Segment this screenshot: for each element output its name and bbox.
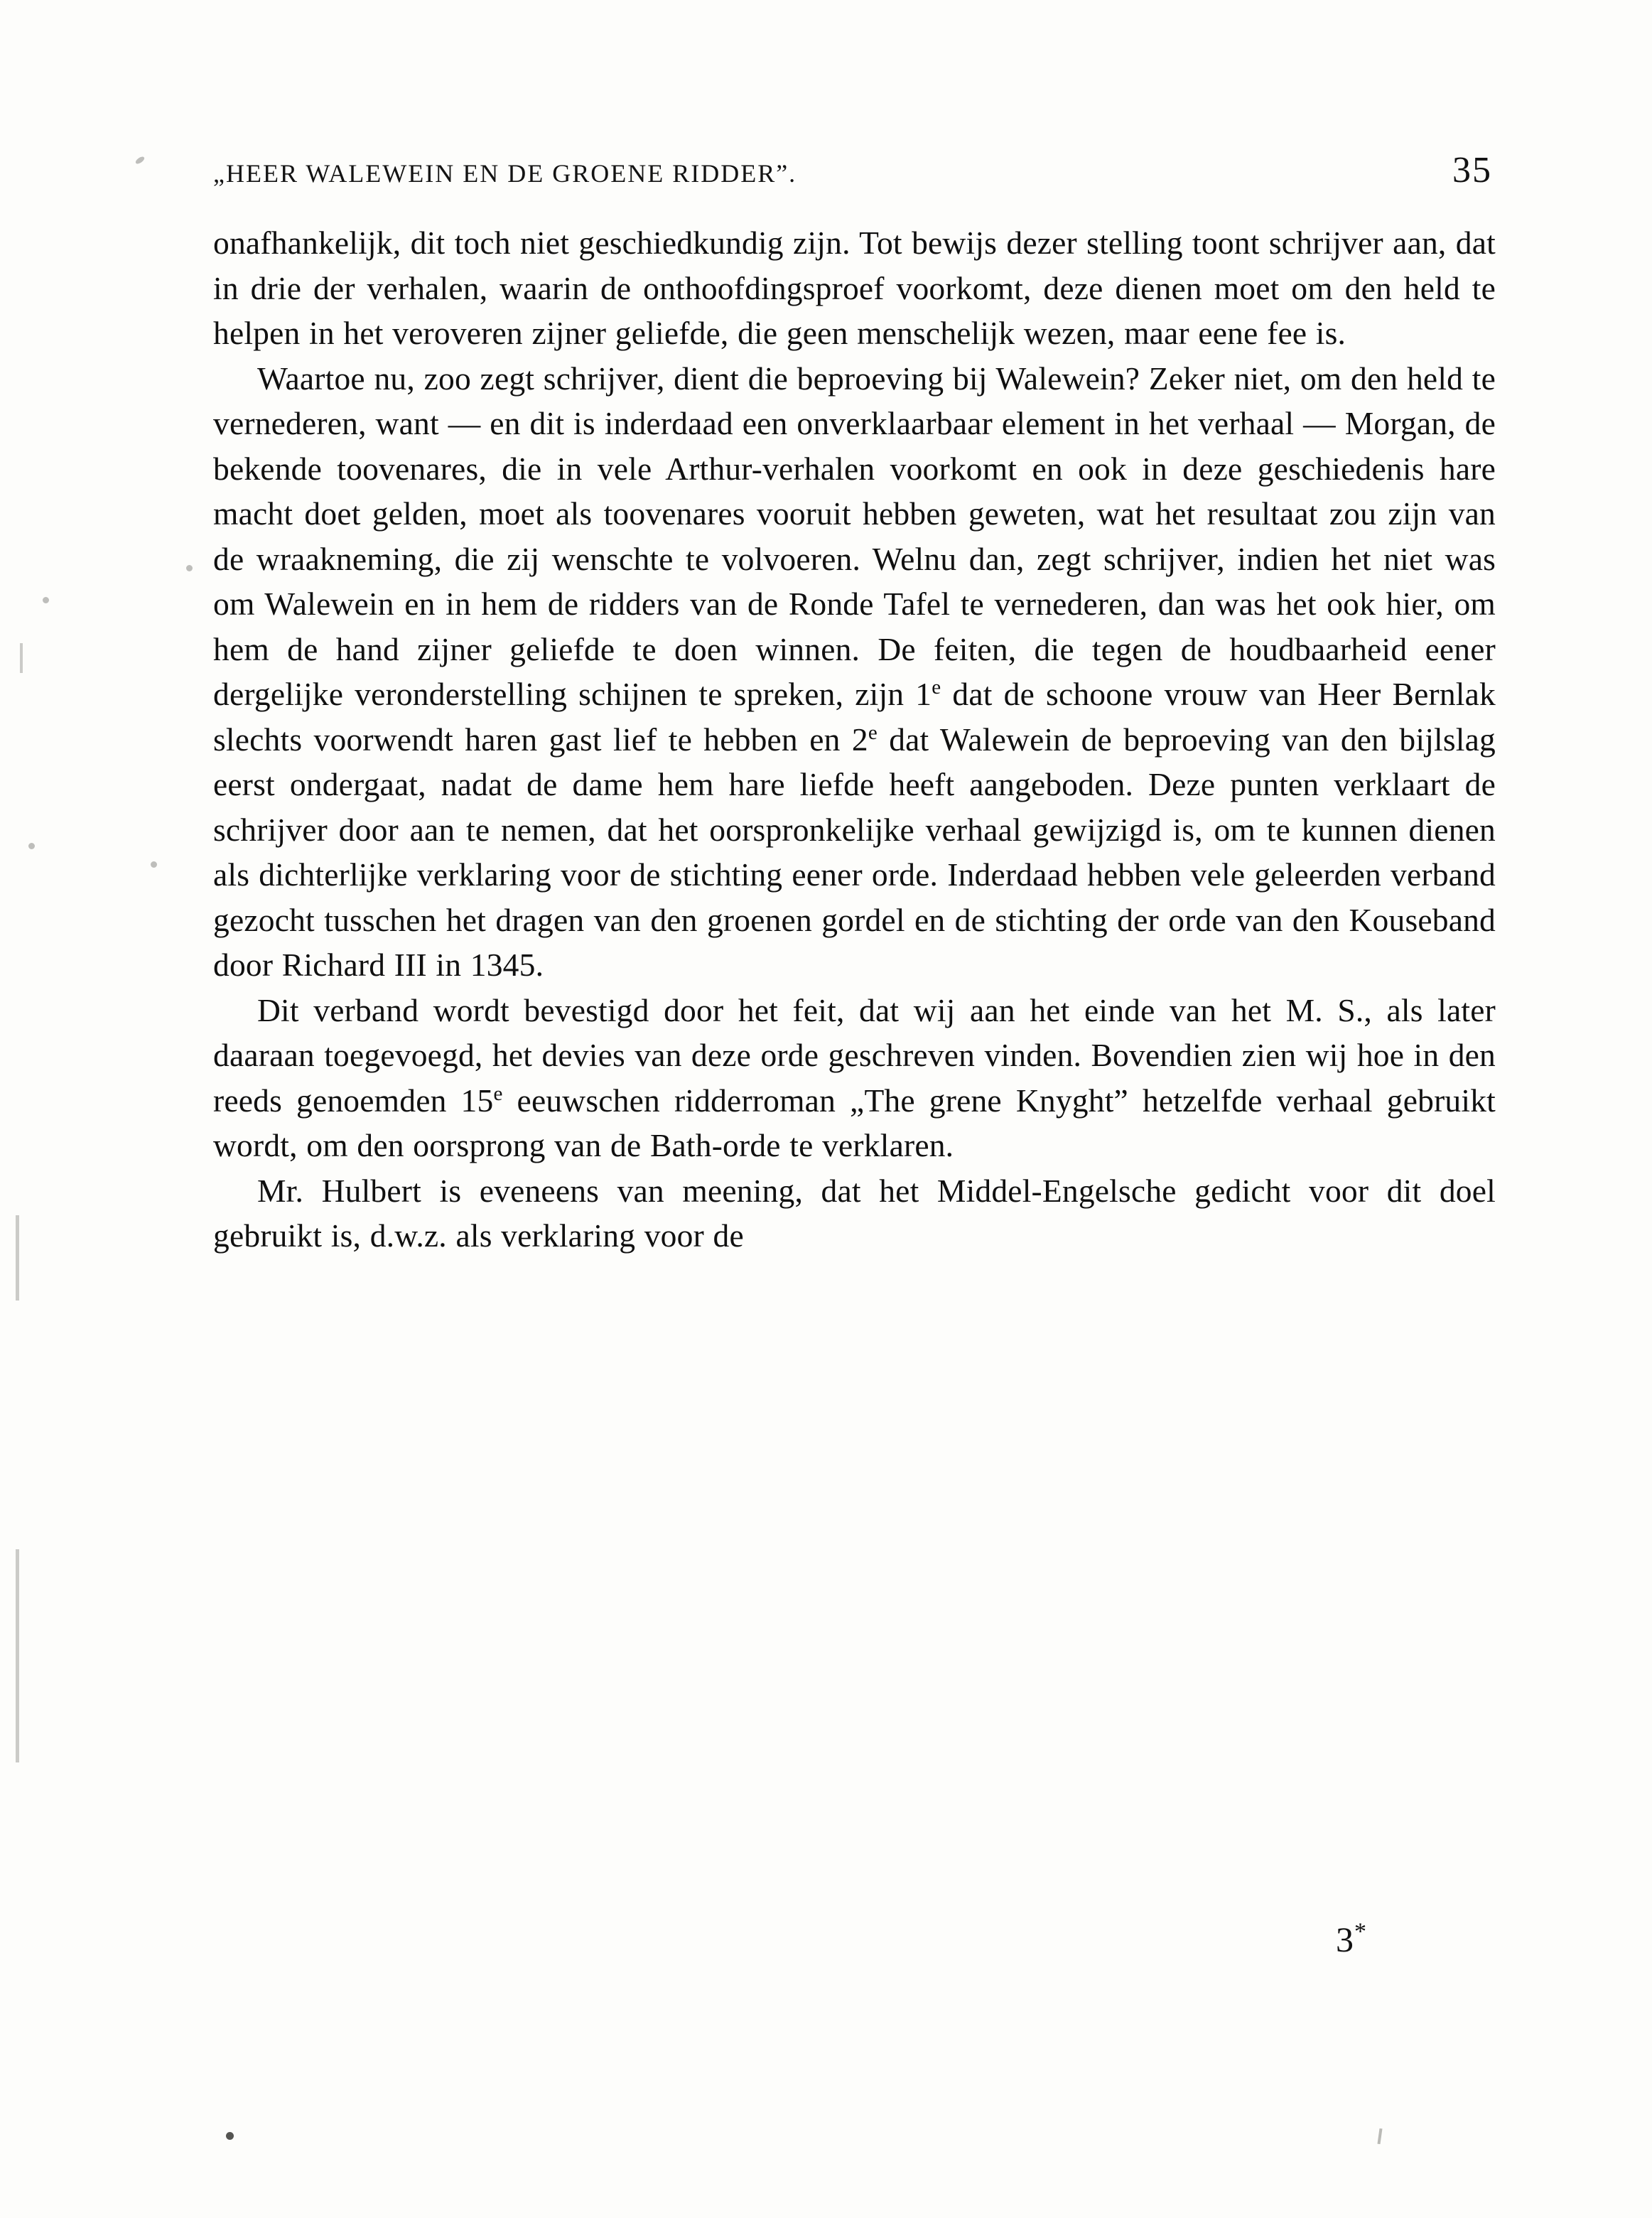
paragraph-text: Waartoe nu, zoo zegt schrijver, dient die beproeving bij Walewein? Zeker niet, om den held te vernederen, want — en dit is inderdaad een onverklaarbaar element in het verhaal — Morgan, de bekende toovenares, die in vele Arthur-verhalen voorkomt en ook in deze geschiedenis hare macht doet gelden, moet als toovenares vooruit hebben geweten, wat het resultaat zou zijn van de wraakneming, die zij wenschte te volvoeren. Welnu dan, zegt schrijver, indien het niet was om Walewein en in hem de ridders van de Ronde Tafel te vernederen, dan was het ook hier, om hem de hand zijner geliefde te doen winnen. De feiten, die tegen de houdbaarheid eener dergelijke veronderstelling schijnen te spreken, zijn 1 bbox=[213, 360, 1496, 712]
signature-number: 3 bbox=[1336, 1920, 1354, 1959]
ordinal-suffix: e bbox=[932, 675, 941, 699]
scan-edge-mark bbox=[16, 1215, 19, 1301]
paragraph-text: Mr. Hulbert is eveneens van meening, dat het Middel-Engelsche gedicht voor dit doel gebruikt is, d.w.z. als verklaring voor de bbox=[213, 1172, 1496, 1254]
page-header bbox=[213, 149, 1492, 192]
scan-speck bbox=[151, 861, 157, 868]
paragraph-text: eeuwschen ridderroman „The grene Knyght” hetzelfde verhaal gebruikt wordt, om den oorsprong van de Bath-orde te verklaren. bbox=[213, 1082, 1496, 1163]
body-text-column bbox=[213, 220, 1496, 1259]
scan-speck bbox=[226, 2132, 234, 2140]
signature-asterisk: * bbox=[1354, 1918, 1367, 1945]
scan-edge-mark bbox=[1377, 2128, 1382, 2144]
paragraph bbox=[213, 988, 1496, 1168]
paragraph-text: Dit verband wordt bevestigd door het feit, dat wij aan het einde van het M. S., als later daaraan toegevoegd, het devies van deze orde geschreven vinden. Bovendien zien wij hoe in den reeds genoemden 15 bbox=[213, 991, 1496, 1119]
paragraph bbox=[213, 1168, 1496, 1259]
paragraph bbox=[213, 220, 1496, 356]
scan-edge-mark bbox=[20, 643, 23, 673]
ordinal-suffix: e bbox=[493, 1082, 503, 1105]
paragraph-text: dat Walewein de beproeving van den bijlslag eerst ondergaat, nadat de dame hem hare liefde heeft aangeboden. Deze punten verklaart de schrijver door aan te nemen, dat het oorspronkelijke verhaal gewijzigd is, om te kunnen dienen als dichterlijke verklaring voor de stichting eener orde. Inderdaad hebben vele geleerden verband gezocht tusschen het dragen van den groenen gordel en de stichting der orde van den Kouseband door Richard III in 1345. bbox=[213, 721, 1496, 983]
paragraph-text: onafhankelijk, dit toch niet geschiedkundig zijn. Tot bewijs dezer stelling toont schrijver aan, dat in drie der verhalen, waarin de onthoofdingsproef voorkomt, deze dienen moet om den held te helpen in het veroveren zijner geliefde, die geen menschelijk wezen, maar eene fee is. bbox=[213, 225, 1496, 351]
scan-speck bbox=[43, 597, 49, 603]
scan-edge-mark bbox=[16, 1549, 19, 1762]
scan-speck bbox=[134, 156, 145, 166]
paragraph bbox=[213, 356, 1496, 988]
running-head: „HEER WALEWEIN EN DE GROENE RIDDER”. bbox=[213, 159, 797, 188]
scan-speck bbox=[186, 565, 193, 571]
ordinal-suffix: e bbox=[868, 721, 878, 744]
page-number: 35 bbox=[1452, 150, 1492, 190]
signature-mark bbox=[1336, 1919, 1367, 1960]
scan-speck bbox=[28, 843, 35, 849]
paragraph-text: dat de schoone vrouw van Heer Bernlak slechts voorwendt haren gast lief te hebben en 2 bbox=[213, 676, 1496, 758]
